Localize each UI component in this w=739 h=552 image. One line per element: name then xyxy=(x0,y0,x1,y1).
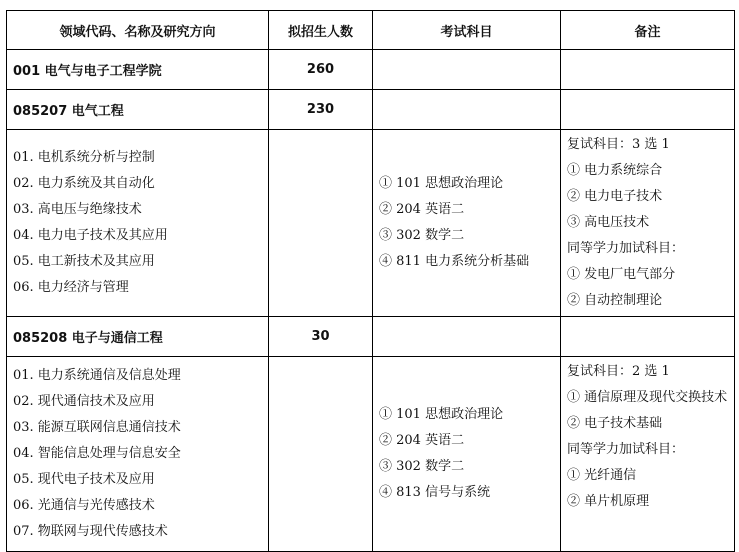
program-row xyxy=(7,317,735,357)
empty-cell xyxy=(561,90,735,130)
exam-list xyxy=(373,130,561,317)
direction-list xyxy=(7,357,269,552)
note-list xyxy=(561,357,735,552)
direction-item: 04. 智能信息处理与信息安全 xyxy=(13,446,181,461)
program-table xyxy=(6,10,735,552)
direction-list xyxy=(7,130,269,317)
direction-item: 06. 光通信与光传感技术 xyxy=(13,498,155,513)
college-row xyxy=(7,50,735,90)
exam-item: ③ 302 数学二 xyxy=(379,228,465,243)
exam-item: ① 101 思想政治理论 xyxy=(379,176,504,191)
note-item: 复试科目：2 选 1 xyxy=(567,364,670,379)
college-quota: 260 xyxy=(269,50,373,90)
program-quota: 230 xyxy=(269,90,373,130)
header-quota: 拟招生人数 xyxy=(269,11,373,50)
exam-list xyxy=(373,357,561,552)
empty-cell xyxy=(561,50,735,90)
college-name: 001 电气与电子工程学院 xyxy=(7,50,269,90)
note-item: ① 发电厂电气部分 xyxy=(567,267,676,282)
note-item: ① 光纤通信 xyxy=(567,468,637,483)
direction-item: 01. 电机系统分析与控制 xyxy=(13,150,155,165)
program-detail-row xyxy=(7,130,735,317)
note-item: ② 自动控制理论 xyxy=(567,293,663,308)
empty-cell xyxy=(373,90,561,130)
note-item: 同等学力加试科目： xyxy=(567,241,685,256)
empty-cell xyxy=(373,317,561,357)
note-item: ② 电力电子技术 xyxy=(567,189,663,204)
direction-item: 05. 电工新技术及其应用 xyxy=(13,254,155,269)
program-name: 085207 电气工程 xyxy=(7,90,269,130)
note-item: ① 电力系统综合 xyxy=(567,163,663,178)
note-item: ③ 高电压技术 xyxy=(567,215,650,230)
empty-cell xyxy=(561,317,735,357)
exam-item: ② 204 英语二 xyxy=(379,202,465,217)
note-list xyxy=(561,130,735,317)
header-row xyxy=(7,11,735,50)
exam-item: ④ 811 电力系统分析基础 xyxy=(379,254,530,269)
direction-item: 02. 电力系统及其自动化 xyxy=(13,176,155,191)
program-name: 085208 电子与通信工程 xyxy=(7,317,269,357)
exam-item: ④ 813 信号与系统 xyxy=(379,485,491,500)
header-exams: 考试科目 xyxy=(373,11,561,50)
direction-item: 06. 电力经济与管理 xyxy=(13,280,129,295)
empty-cell xyxy=(373,50,561,90)
header-field: 领域代码、名称及研究方向 xyxy=(7,11,269,50)
exam-item: ① 101 思想政治理论 xyxy=(379,407,504,422)
direction-item: 07. 物联网与现代传感技术 xyxy=(13,524,168,539)
direction-item: 02. 现代通信技术及应用 xyxy=(13,394,155,409)
program-quota: 30 xyxy=(269,317,373,357)
empty-cell xyxy=(269,130,373,317)
empty-cell xyxy=(269,357,373,552)
note-item: 同等学力加试科目： xyxy=(567,442,685,457)
direction-item: 04. 电力电子技术及其应用 xyxy=(13,228,168,243)
note-item: ② 电子技术基础 xyxy=(567,416,663,431)
direction-item: 03. 高电压与绝缘技术 xyxy=(13,202,142,217)
note-item: ② 单片机原理 xyxy=(567,494,650,509)
program-row xyxy=(7,90,735,130)
direction-item: 05. 现代电子技术及应用 xyxy=(13,472,155,487)
header-notes: 备注 xyxy=(561,11,735,50)
note-item: ① 通信原理及现代交换技术 xyxy=(567,390,728,405)
program-detail-row xyxy=(7,357,735,552)
exam-item: ③ 302 数学二 xyxy=(379,459,465,474)
direction-item: 01. 电力系统通信及信息处理 xyxy=(13,368,181,383)
note-item: 复试科目：3 选 1 xyxy=(567,137,670,152)
exam-item: ② 204 英语二 xyxy=(379,433,465,448)
direction-item: 03. 能源互联网信息通信技术 xyxy=(13,420,181,435)
